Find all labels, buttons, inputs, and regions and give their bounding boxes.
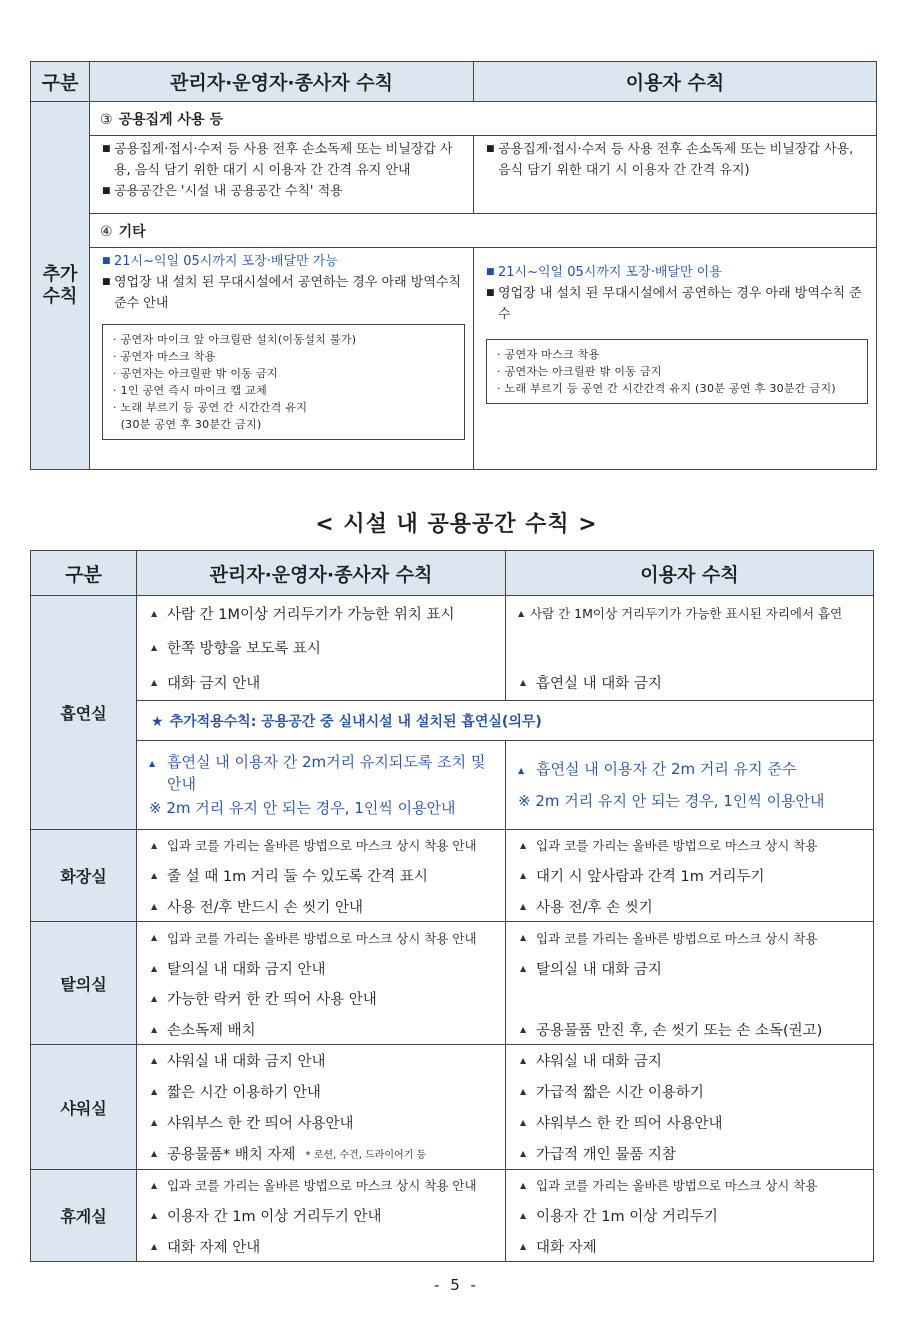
list-item: ▲ 공용물품* 배치 자제 * 로션, 수건, 드라이어기 등 <box>151 1147 427 1163</box>
list-item: ▲ 샤워실 내 대화 금지 안내 <box>151 1054 326 1070</box>
extra-rule-manager <box>137 741 506 830</box>
stage-rules-box: · 공연자 마이크 앞 아크릴판 설치(이동설치 불가) · 공연자 마스크 착용 · 공연자는 아크릴판 밖 이동 금지 · 1인 공연 즉시 마이크 캡 교체 · 노래 부르기 등 공연 간 시간간격 유지 (30분 공연 후 30분간 금지) <box>102 324 465 440</box>
list-item: ▲ 사용 전/후 반드시 손 씻기 안내 <box>151 899 364 916</box>
common-space-rules-table <box>30 550 874 1262</box>
row-label-additional: 추가 수칙 <box>31 102 90 470</box>
row-label-locker-room: 탈의실 <box>31 922 137 1045</box>
row-label-smoking-room: 흡연실 <box>31 596 137 830</box>
list-item <box>518 983 867 1014</box>
locker-user <box>506 922 874 1045</box>
list-item: ▲ 입과 코를 가리는 올바른 방법으로 마스크 상시 착용 <box>520 930 818 946</box>
list-item: ▲ 줄 설 때 1m 거리 둘 수 있도록 간격 표시 <box>151 869 428 885</box>
list-item <box>518 630 867 665</box>
lounge-manager <box>137 1170 506 1262</box>
list-item: ▲ 샤워부스 한 칸 띄어 사용안내 <box>520 1116 723 1132</box>
list-item: ▲ 샤워실 내 대화 금지 <box>520 1054 662 1070</box>
shower-user <box>506 1045 874 1170</box>
section-4-user <box>474 248 877 470</box>
list-item: ▲ 탈의실 내 대화 금지 <box>520 961 662 978</box>
shower-manager <box>137 1045 506 1170</box>
row-label-lounge: 휴게실 <box>31 1170 137 1262</box>
note-text: ※ 2m 거리 유지 안 되는 경우, 1인씩 이용안내 <box>518 792 825 810</box>
locker-manager <box>137 922 506 1045</box>
list-item: ■ 공용공간은 '시설 내 공용공간 수칙' 적용 <box>102 184 343 199</box>
list-item: ▲ 입과 코를 가리는 올바른 방법으로 마스크 상시 착용 안내 <box>151 930 477 946</box>
list-item: ■ 영업장 내 설치 된 무대시설에서 공연하는 경우 아래 방역수칙 준수 안내 <box>102 275 462 311</box>
list-item: ▲ 사용 전/후 손 씻기 <box>520 899 653 916</box>
section-4-title: ④ 기타 <box>90 214 877 248</box>
list-item: ▲ 가급적 짧은 시간 이용하기 <box>520 1085 704 1101</box>
header-user: 이용자 수칙 <box>474 62 877 102</box>
list-item: ▲ 사람 간 1M이상 거리두기가 가능한 표시된 자리에서 흡연 <box>518 606 843 621</box>
extra-rule-title: ★ 추가적용수칙: 공용공간 중 실내시설 내 설치된 흡연실(의무) <box>137 701 874 741</box>
row-label-restroom: 화장실 <box>31 830 137 922</box>
section-3-manager <box>90 136 474 214</box>
list-item: ▲ 흡연실 내 이용자 간 2m거리 유지되도록 조치 및 안내 <box>149 753 486 793</box>
list-item: ■ 영업장 내 설치 된 무대시설에서 공연하는 경우 아래 방역수칙 준수 <box>486 286 862 322</box>
header-user: 이용자 수칙 <box>506 551 874 596</box>
star-icon: ★ <box>151 713 164 730</box>
list-item: ▲ 사람 간 1M이상 거리두기가 가능한 위치 표시 <box>151 606 455 623</box>
list-item: ▲ 가급적 개인 물품 지참 <box>520 1147 676 1163</box>
extra-rule-user <box>506 741 874 830</box>
list-item: ▲ 흡연실 내 이용자 간 2m 거리 유지 준수 <box>518 760 797 778</box>
list-item: ▲ 대기 시 앞사람과 간격 1m 거리두기 <box>520 869 765 885</box>
list-item: ▲ 손소독제 배치 <box>151 1022 256 1039</box>
footnote: * 로션, 수건, 드라이어기 등 <box>305 1150 427 1161</box>
list-item: ▲ 입과 코를 가리는 올바른 방법으로 마스크 상시 착용 <box>520 838 818 853</box>
list-item: ▲ 입과 코를 가리는 올바른 방법으로 마스크 상시 착용 안내 <box>151 838 477 853</box>
row-label-shower-room: 샤워실 <box>31 1045 137 1170</box>
list-item: ▲ 대화 자제 안내 <box>151 1239 261 1256</box>
restroom-user <box>506 830 874 922</box>
page-number: - 5 - <box>434 1276 479 1294</box>
list-item: ▲ 이용자 간 1m 이상 거리두기 안내 <box>151 1209 382 1225</box>
additional-rules-table <box>30 61 877 470</box>
highlight-text: ■ 21시~익일 05시까지 포장·배달만 가능 <box>102 254 338 269</box>
list-item: ▲ 짧은 시간 이용하기 안내 <box>151 1085 321 1101</box>
header-category: 구분 <box>31 62 90 102</box>
section-3-title: ③ 공용집게 사용 등 <box>90 102 877 136</box>
list-item: ▲ 공용물품 만진 후, 손 씻기 또는 손 소독(권고) <box>520 1022 823 1039</box>
smoking-user <box>506 596 874 701</box>
list-item: ▲ 대화 자제 <box>520 1239 597 1256</box>
list-item: ▲ 흡연실 내 대화 금지 <box>520 675 662 692</box>
smoking-manager <box>137 596 506 701</box>
section-title: < 시설 내 공용공간 수칙 > <box>315 512 598 537</box>
list-item: ▲ 대화 금지 안내 <box>151 675 261 692</box>
note-text: ※ 2m 거리 유지 안 되는 경우, 1인씩 이용안내 <box>149 799 456 817</box>
list-item: ■ 공용집게·접시·수저 등 사용 전후 손소독제 또는 비닐장갑 사용, 음식 담기 위한 대기 시 이용자 간 간격 유지) <box>486 142 854 178</box>
lounge-user <box>506 1170 874 1262</box>
header-category: 구분 <box>31 551 137 596</box>
header-manager: 관리자·운영자·종사자 수칙 <box>90 62 474 102</box>
list-item: ▲ 입과 코를 가리는 올바른 방법으로 마스크 상시 착용 <box>520 1178 818 1193</box>
section-3-user <box>474 136 877 214</box>
list-item: ▲ 입과 코를 가리는 올바른 방법으로 마스크 상시 착용 안내 <box>151 1178 477 1193</box>
section-4-manager <box>90 248 474 470</box>
list-item: ▲ 가능한 락커 한 칸 띄어 사용 안내 <box>151 992 377 1008</box>
header-manager: 관리자·운영자·종사자 수칙 <box>137 551 506 596</box>
highlight-text: ■ 21시~익일 05시까지 포장·배달만 이용 <box>486 265 722 280</box>
list-item: ▲ 이용자 간 1m 이상 거리두기 <box>520 1209 718 1225</box>
list-item: ▲ 샤워부스 한 칸 띄어 사용안내 <box>151 1116 354 1132</box>
restroom-manager <box>137 830 506 922</box>
list-item: ▲ 탈의실 내 대화 금지 안내 <box>151 961 326 978</box>
list-item: ■ 공용집게·접시·수저 등 사용 전후 손소독제 또는 비닐장갑 사용, 음식 담기 위한 대기 시 이용자 간 간격 유지 안내 <box>102 142 453 178</box>
stage-rules-box: · 공연자 마스크 착용 · 공연자는 아크릴판 밖 이동 금지 · 노래 부르기 등 공연 간 시간간격 유지 (30분 공연 후 30분간 금지) <box>486 339 868 404</box>
list-item: ▲ 한쪽 방향을 보도록 표시 <box>151 641 321 657</box>
